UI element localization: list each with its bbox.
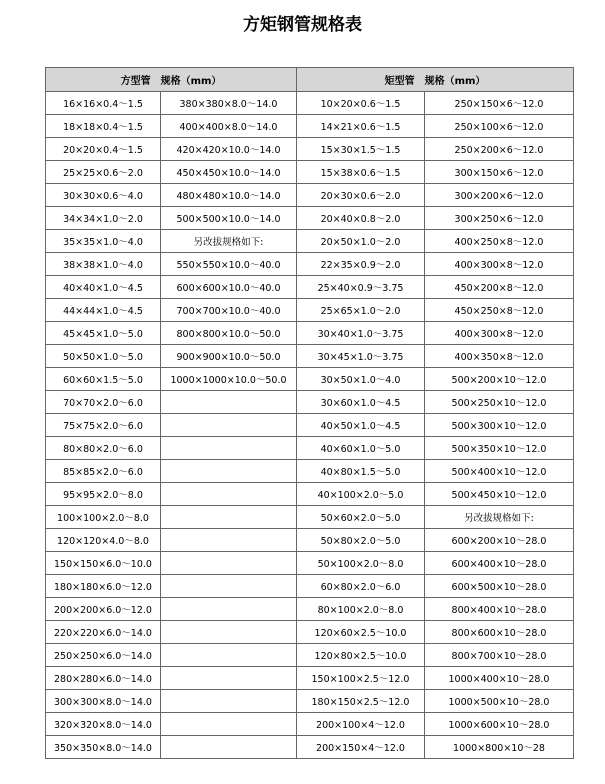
table-row <box>46 92 574 115</box>
square-large-spec-cell: 380×380×8.0～14.0 <box>161 92 297 115</box>
table-row <box>46 529 574 552</box>
square-spec-cell: 44×44×1.0～4.5 <box>46 299 161 322</box>
square-spec-cell: 50×50×1.0～5.0 <box>46 345 161 368</box>
rect-large-spec-cell: 250×150×6～12.0 <box>425 92 574 115</box>
table-row <box>46 506 574 529</box>
square-large-spec-cell <box>161 736 297 759</box>
square-spec-cell: 16×16×0.4～1.5 <box>46 92 161 115</box>
square-spec-cell: 95×95×2.0～8.0 <box>46 483 161 506</box>
square-spec-cell: 25×25×0.6～2.0 <box>46 161 161 184</box>
square-spec-cell: 45×45×1.0～5.0 <box>46 322 161 345</box>
rect-large-spec-cell: 500×400×10～12.0 <box>425 460 574 483</box>
square-spec-cell: 280×280×6.0～14.0 <box>46 667 161 690</box>
rect-spec-cell: 10×20×0.6～1.5 <box>297 92 425 115</box>
square-spec-cell: 60×60×1.5～5.0 <box>46 368 161 391</box>
square-spec-cell: 100×100×2.0～8.0 <box>46 506 161 529</box>
table-row <box>46 575 574 598</box>
table-row <box>46 667 574 690</box>
rect-large-spec-cell: 1000×800×10～28 <box>425 736 574 759</box>
square-large-spec-cell <box>161 644 297 667</box>
square-spec-cell: 120×120×4.0～8.0 <box>46 529 161 552</box>
square-spec-cell: 150×150×6.0～10.0 <box>46 552 161 575</box>
square-spec-cell: 70×70×2.0～6.0 <box>46 391 161 414</box>
square-spec-cell: 40×40×1.0～4.5 <box>46 276 161 299</box>
rect-spec-cell: 60×80×2.0～6.0 <box>297 575 425 598</box>
rect-spec-cell: 40×60×1.0～5.0 <box>297 437 425 460</box>
table-row <box>46 207 574 230</box>
square-large-spec-cell: 450×450×10.0～14.0 <box>161 161 297 184</box>
table-row <box>46 253 574 276</box>
rect-large-spec-cell: 250×100×6～12.0 <box>425 115 574 138</box>
rect-spec-cell: 20×30×0.6～2.0 <box>297 184 425 207</box>
rect-large-spec-cell: 500×450×10～12.0 <box>425 483 574 506</box>
rect-large-spec-cell: 1000×600×10～28.0 <box>425 713 574 736</box>
rect-spec-cell: 30×50×1.0～4.0 <box>297 368 425 391</box>
square-large-spec-cell: 1000×1000×10.0～50.0 <box>161 368 297 391</box>
rect-large-spec-cell: 600×200×10～28.0 <box>425 529 574 552</box>
square-large-spec-cell <box>161 552 297 575</box>
table-row <box>46 414 574 437</box>
rect-large-spec-cell: 500×200×10～12.0 <box>425 368 574 391</box>
square-large-spec-cell <box>161 621 297 644</box>
square-spec-cell: 180×180×6.0～12.0 <box>46 575 161 598</box>
rect-large-spec-cell: 800×700×10～28.0 <box>425 644 574 667</box>
rect-spec-cell: 120×80×2.5～10.0 <box>297 644 425 667</box>
table-header-row <box>46 68 574 92</box>
rect-spec-cell: 20×40×0.8～2.0 <box>297 207 425 230</box>
rect-large-spec-cell: 另改拔规格如下: <box>425 506 574 529</box>
square-spec-cell: 320×320×8.0～14.0 <box>46 713 161 736</box>
square-spec-cell: 85×85×2.0～6.0 <box>46 460 161 483</box>
spec-table <box>45 67 574 759</box>
square-spec-cell: 30×30×0.6～4.0 <box>46 184 161 207</box>
rect-spec-cell: 15×30×1.5～1.5 <box>297 138 425 161</box>
rect-spec-cell: 180×150×2.5～12.0 <box>297 690 425 713</box>
rect-spec-cell: 200×100×4～12.0 <box>297 713 425 736</box>
table-row <box>46 230 574 253</box>
square-large-spec-cell: 400×400×8.0～14.0 <box>161 115 297 138</box>
square-large-spec-cell: 420×420×10.0～14.0 <box>161 138 297 161</box>
rect-large-spec-cell: 400×300×8～12.0 <box>425 253 574 276</box>
square-spec-cell: 250×250×6.0～14.0 <box>46 644 161 667</box>
square-large-spec-cell <box>161 575 297 598</box>
page-title: 方矩钢管规格表 <box>243 15 362 35</box>
square-spec-cell: 80×80×2.0～6.0 <box>46 437 161 460</box>
table-row <box>46 184 574 207</box>
table-row <box>46 736 574 759</box>
square-spec-cell: 20×20×0.4～1.5 <box>46 138 161 161</box>
square-large-spec-cell <box>161 460 297 483</box>
rect-large-spec-cell: 1000×500×10～28.0 <box>425 690 574 713</box>
square-large-spec-cell: 550×550×10.0～40.0 <box>161 253 297 276</box>
table-row <box>46 460 574 483</box>
rect-spec-cell: 50×80×2.0～5.0 <box>297 529 425 552</box>
square-large-spec-cell <box>161 713 297 736</box>
table-row <box>46 483 574 506</box>
rect-spec-cell: 80×100×2.0～8.0 <box>297 598 425 621</box>
rect-large-spec-cell: 600×400×10～28.0 <box>425 552 574 575</box>
rect-large-spec-cell: 400×300×8～12.0 <box>425 322 574 345</box>
rect-large-spec-cell: 800×600×10～28.0 <box>425 621 574 644</box>
square-large-spec-cell <box>161 414 297 437</box>
rect-spec-cell: 40×100×2.0～5.0 <box>297 483 425 506</box>
square-spec-cell: 34×34×1.0～2.0 <box>46 207 161 230</box>
rect-spec-cell: 25×40×0.9～3.75 <box>297 276 425 299</box>
table-row <box>46 598 574 621</box>
rect-spec-cell: 30×40×1.0～3.75 <box>297 322 425 345</box>
rect-large-spec-cell: 300×250×6～12.0 <box>425 207 574 230</box>
rect-large-spec-cell: 450×200×8～12.0 <box>425 276 574 299</box>
square-tube-header: 方型管 规格（mm） <box>46 68 297 92</box>
table-row <box>46 552 574 575</box>
rect-spec-cell: 20×50×1.0～2.0 <box>297 230 425 253</box>
table-row <box>46 391 574 414</box>
square-large-spec-cell <box>161 437 297 460</box>
square-spec-cell: 35×35×1.0～4.0 <box>46 230 161 253</box>
rect-large-spec-cell: 800×400×10～28.0 <box>425 598 574 621</box>
rect-large-spec-cell: 600×500×10～28.0 <box>425 575 574 598</box>
rect-spec-cell: 15×38×0.6～1.5 <box>297 161 425 184</box>
table-row <box>46 276 574 299</box>
rect-spec-cell: 150×100×2.5～12.0 <box>297 667 425 690</box>
square-spec-cell: 220×220×6.0～14.0 <box>46 621 161 644</box>
rect-spec-cell: 40×80×1.5～5.0 <box>297 460 425 483</box>
rect-large-spec-cell: 300×200×6～12.0 <box>425 184 574 207</box>
table-row <box>46 115 574 138</box>
rect-spec-cell: 200×150×4～12.0 <box>297 736 425 759</box>
square-large-spec-cell <box>161 667 297 690</box>
table-body <box>46 92 574 759</box>
square-large-spec-cell <box>161 690 297 713</box>
square-spec-cell: 75×75×2.0～6.0 <box>46 414 161 437</box>
table-row <box>46 644 574 667</box>
rect-large-spec-cell: 500×250×10～12.0 <box>425 391 574 414</box>
square-large-spec-cell <box>161 506 297 529</box>
square-large-spec-cell: 480×480×10.0～14.0 <box>161 184 297 207</box>
square-large-spec-cell: 500×500×10.0～14.0 <box>161 207 297 230</box>
square-spec-cell: 200×200×6.0～12.0 <box>46 598 161 621</box>
table-row <box>46 713 574 736</box>
square-spec-cell: 38×38×1.0～4.0 <box>46 253 161 276</box>
table-row <box>46 690 574 713</box>
rect-spec-cell: 14×21×0.6～1.5 <box>297 115 425 138</box>
square-large-spec-cell: 700×700×10.0～40.0 <box>161 299 297 322</box>
rect-spec-cell: 30×45×1.0～3.75 <box>297 345 425 368</box>
square-large-spec-cell <box>161 529 297 552</box>
square-large-spec-cell <box>161 598 297 621</box>
square-large-spec-cell: 另改拔规格如下: <box>161 230 297 253</box>
rect-spec-cell: 25×65×1.0～2.0 <box>297 299 425 322</box>
square-large-spec-cell: 600×600×10.0～40.0 <box>161 276 297 299</box>
square-large-spec-cell: 800×800×10.0～50.0 <box>161 322 297 345</box>
rect-large-spec-cell: 300×150×6～12.0 <box>425 161 574 184</box>
table-row <box>46 437 574 460</box>
rect-tube-header: 矩型管 规格（mm） <box>297 68 574 92</box>
rect-large-spec-cell: 1000×400×10～28.0 <box>425 667 574 690</box>
square-large-spec-cell <box>161 391 297 414</box>
rect-spec-cell: 50×60×2.0～5.0 <box>297 506 425 529</box>
square-large-spec-cell: 900×900×10.0～50.0 <box>161 345 297 368</box>
square-large-spec-cell <box>161 483 297 506</box>
square-spec-cell: 18×18×0.4～1.5 <box>46 115 161 138</box>
rect-spec-cell: 120×60×2.5～10.0 <box>297 621 425 644</box>
table-row <box>46 161 574 184</box>
rect-large-spec-cell: 500×300×10～12.0 <box>425 414 574 437</box>
table-row <box>46 138 574 161</box>
square-spec-cell: 300×300×8.0～14.0 <box>46 690 161 713</box>
table-row <box>46 299 574 322</box>
rect-large-spec-cell: 400×250×8～12.0 <box>425 230 574 253</box>
rect-spec-cell: 50×100×2.0～8.0 <box>297 552 425 575</box>
rect-spec-cell: 40×50×1.0～4.5 <box>297 414 425 437</box>
rect-large-spec-cell: 250×200×6～12.0 <box>425 138 574 161</box>
square-spec-cell: 350×350×8.0～14.0 <box>46 736 161 759</box>
table-row <box>46 368 574 391</box>
rect-large-spec-cell: 400×350×8～12.0 <box>425 345 574 368</box>
rect-spec-cell: 30×60×1.0～4.5 <box>297 391 425 414</box>
rect-large-spec-cell: 450×250×8～12.0 <box>425 299 574 322</box>
table-row <box>46 322 574 345</box>
table-row <box>46 621 574 644</box>
rect-spec-cell: 22×35×0.9～2.0 <box>297 253 425 276</box>
rect-large-spec-cell: 500×350×10～12.0 <box>425 437 574 460</box>
table-row <box>46 345 574 368</box>
